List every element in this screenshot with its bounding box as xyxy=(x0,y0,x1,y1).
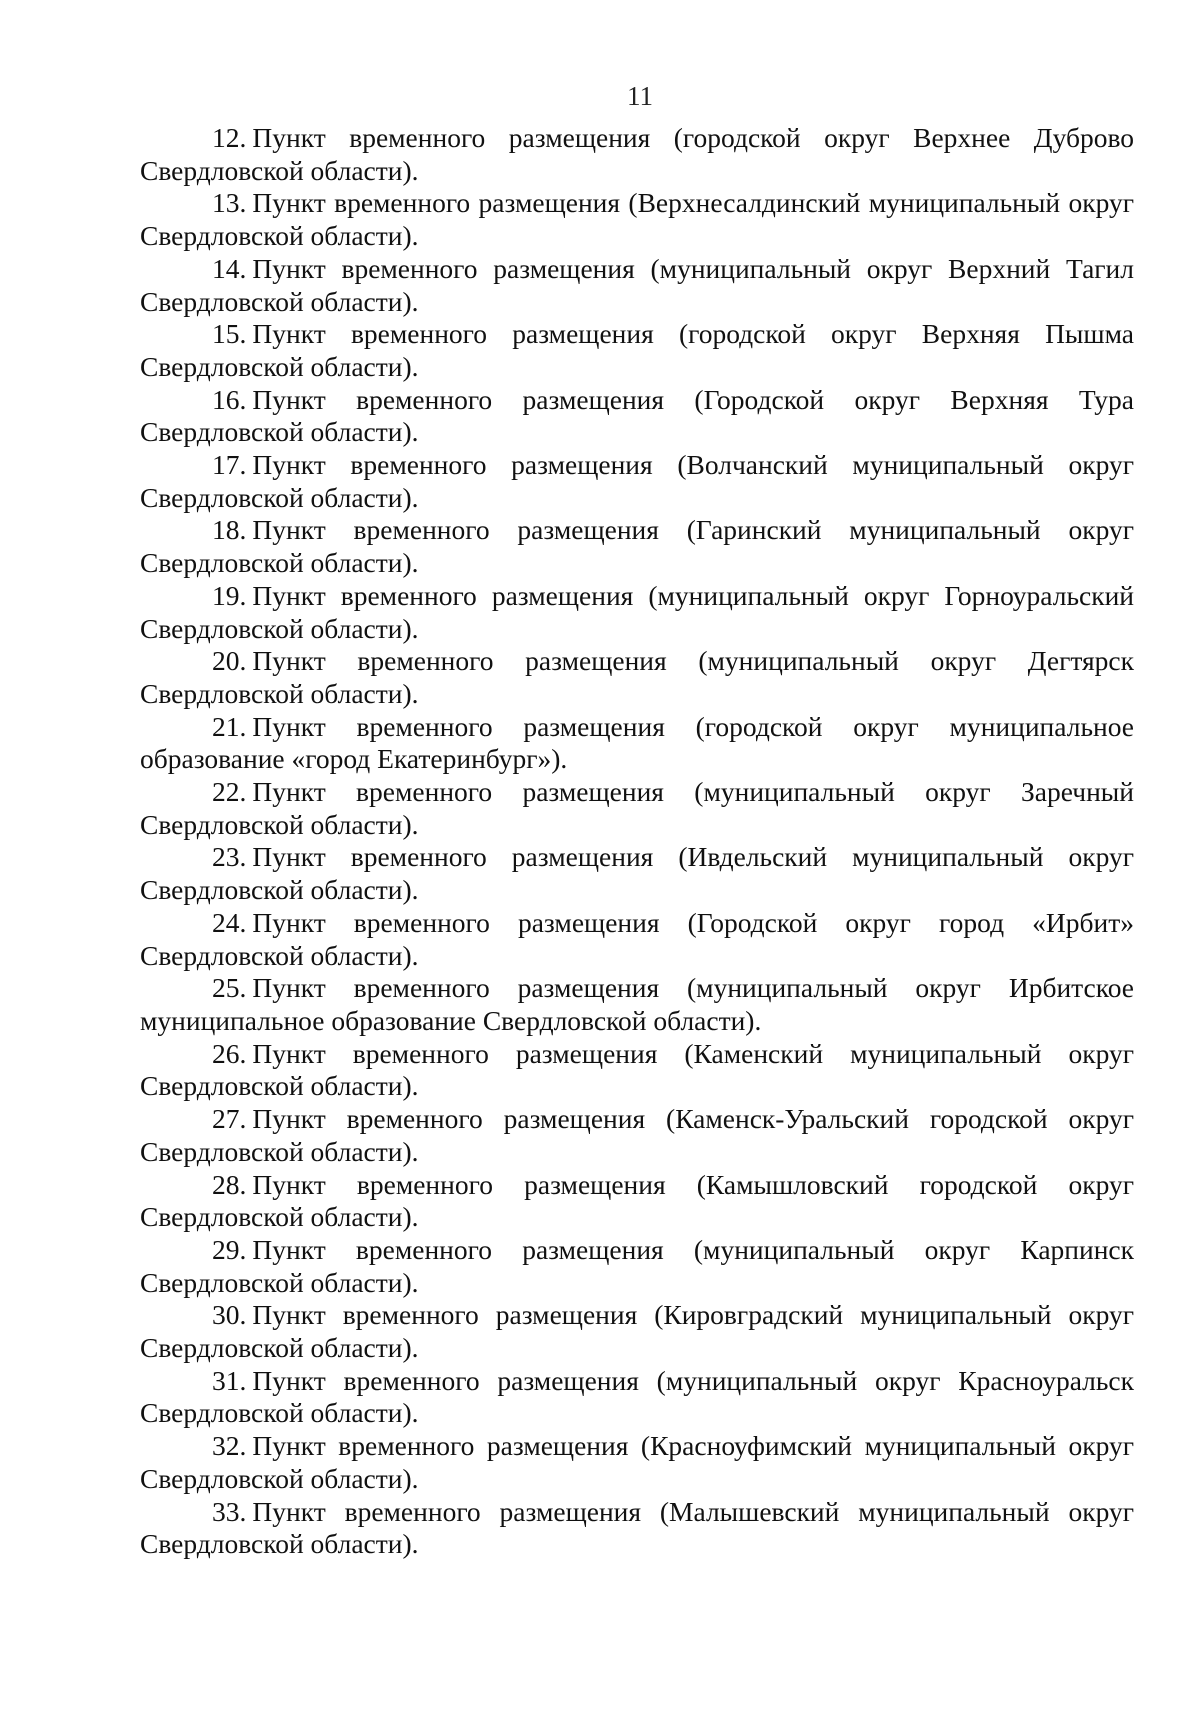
item-text: Пункт временного размещения (городской округ муниципальное образование «город Екатеринбург»). xyxy=(140,710,1134,775)
item-text: Пункт временного размещения (Волчанский муниципальный округ Свердловской области). xyxy=(140,449,1134,513)
list-item xyxy=(140,1103,1134,1168)
item-number: 21. xyxy=(212,710,247,742)
list-item xyxy=(140,253,1134,318)
item-number: 14. xyxy=(212,252,247,284)
item-number: 33. xyxy=(212,1495,247,1527)
placement-list xyxy=(140,122,1134,1561)
item-number: 20. xyxy=(212,645,247,677)
item-text: Пункт временного размещения (Ивдельский муниципальный округ Свердловской области). xyxy=(140,841,1134,906)
list-item xyxy=(140,187,1134,252)
list-item xyxy=(140,1496,1134,1561)
item-number: 12. xyxy=(212,122,247,153)
list-item xyxy=(140,580,1134,645)
list-item xyxy=(140,1169,1134,1234)
item-number: 25. xyxy=(212,972,247,1004)
item-text: Пункт временного размещения (муниципальный округ Заречный Свердловской области). xyxy=(140,776,1134,840)
item-number: 26. xyxy=(212,1037,247,1069)
list-item xyxy=(140,384,1134,449)
item-number: 32. xyxy=(212,1430,247,1462)
list-item xyxy=(140,841,1134,906)
item-number: 30. xyxy=(212,1299,247,1331)
list-item xyxy=(140,514,1134,579)
item-number: 24. xyxy=(212,906,247,938)
item-text: Пункт временного размещения (муниципальный округ Дегтярск Свердловской области). xyxy=(140,645,1134,709)
list-item xyxy=(140,711,1134,776)
item-text: Пункт временного размещения (Каменский муниципальный округ Свердловской области). xyxy=(140,1037,1134,1102)
item-text: Пункт временного размещения (Кировградский муниципальный округ Свердловской области). xyxy=(140,1299,1134,1364)
item-number: 28. xyxy=(212,1168,247,1200)
item-text: Пункт временного размещения (муниципальный округ Карпинск Свердловской области). xyxy=(140,1233,1134,1298)
list-item xyxy=(140,1430,1134,1495)
item-text: Пункт временного размещения (Каменск-Уральский городской округ Свердловской области). xyxy=(140,1103,1134,1167)
list-item xyxy=(140,122,1134,187)
list-item xyxy=(140,645,1134,710)
list-item xyxy=(140,1365,1134,1430)
item-number: 27. xyxy=(212,1103,247,1135)
item-number: 19. xyxy=(212,579,247,611)
item-text: Пункт временного размещения (Камышловский городской округ Свердловской области). xyxy=(140,1168,1134,1233)
list-item xyxy=(140,972,1134,1037)
item-text: Пункт временного размещения (Верхнесалдинский муниципальный округ Свердловской области). xyxy=(140,187,1134,252)
item-number: 18. xyxy=(212,514,247,546)
item-number: 22. xyxy=(212,776,247,808)
list-item xyxy=(140,907,1134,972)
item-text: Пункт временного размещения (Красноуфимский муниципальный округ Свердловской области). xyxy=(140,1430,1134,1494)
list-item xyxy=(140,449,1134,514)
item-number: 31. xyxy=(212,1364,247,1396)
list-item xyxy=(140,318,1134,383)
item-number: 29. xyxy=(212,1233,247,1265)
list-item xyxy=(140,1299,1134,1364)
list-item xyxy=(140,1038,1134,1103)
item-number: 23. xyxy=(212,841,247,873)
item-number: 17. xyxy=(212,449,247,481)
item-text: Пункт временного размещения (муниципальный округ Горноуральский Свердловской области). xyxy=(140,579,1134,644)
item-text: Пункт временного размещения (Городской округ город «Ирбит» Свердловской области). xyxy=(140,906,1134,971)
item-number: 15. xyxy=(212,318,247,350)
item-text: Пункт временного размещения (Малышевский муниципальный округ Свердловской области). xyxy=(140,1495,1134,1560)
item-text: Пункт временного размещения (муниципальный округ Верхний Тагил Свердловской области). xyxy=(140,252,1134,317)
item-text: Пункт временного размещения (городской округ Верхнее Дуброво Свердловской области). xyxy=(140,122,1134,186)
item-text: Пункт временного размещения (городской округ Верхняя Пышма Свердловской области). xyxy=(140,318,1134,382)
item-number: 13. xyxy=(212,187,247,219)
list-item xyxy=(140,1234,1134,1299)
page-number: 11 xyxy=(627,81,653,111)
list-item xyxy=(140,776,1134,841)
item-text: Пункт временного размещения (Гаринский муниципальный округ Свердловской области). xyxy=(140,514,1134,579)
item-text: Пункт временного размещения (муниципальный округ Красноуральск Свердловской области). xyxy=(140,1364,1134,1429)
item-text: Пункт временного размещения (Городской округ Верхняя Тура Свердловской области). xyxy=(140,383,1134,448)
item-number: 16. xyxy=(212,383,247,415)
item-text: Пункт временного размещения (муниципальный округ Ирбитское муниципальное образование Свердловской области). xyxy=(140,972,1134,1036)
